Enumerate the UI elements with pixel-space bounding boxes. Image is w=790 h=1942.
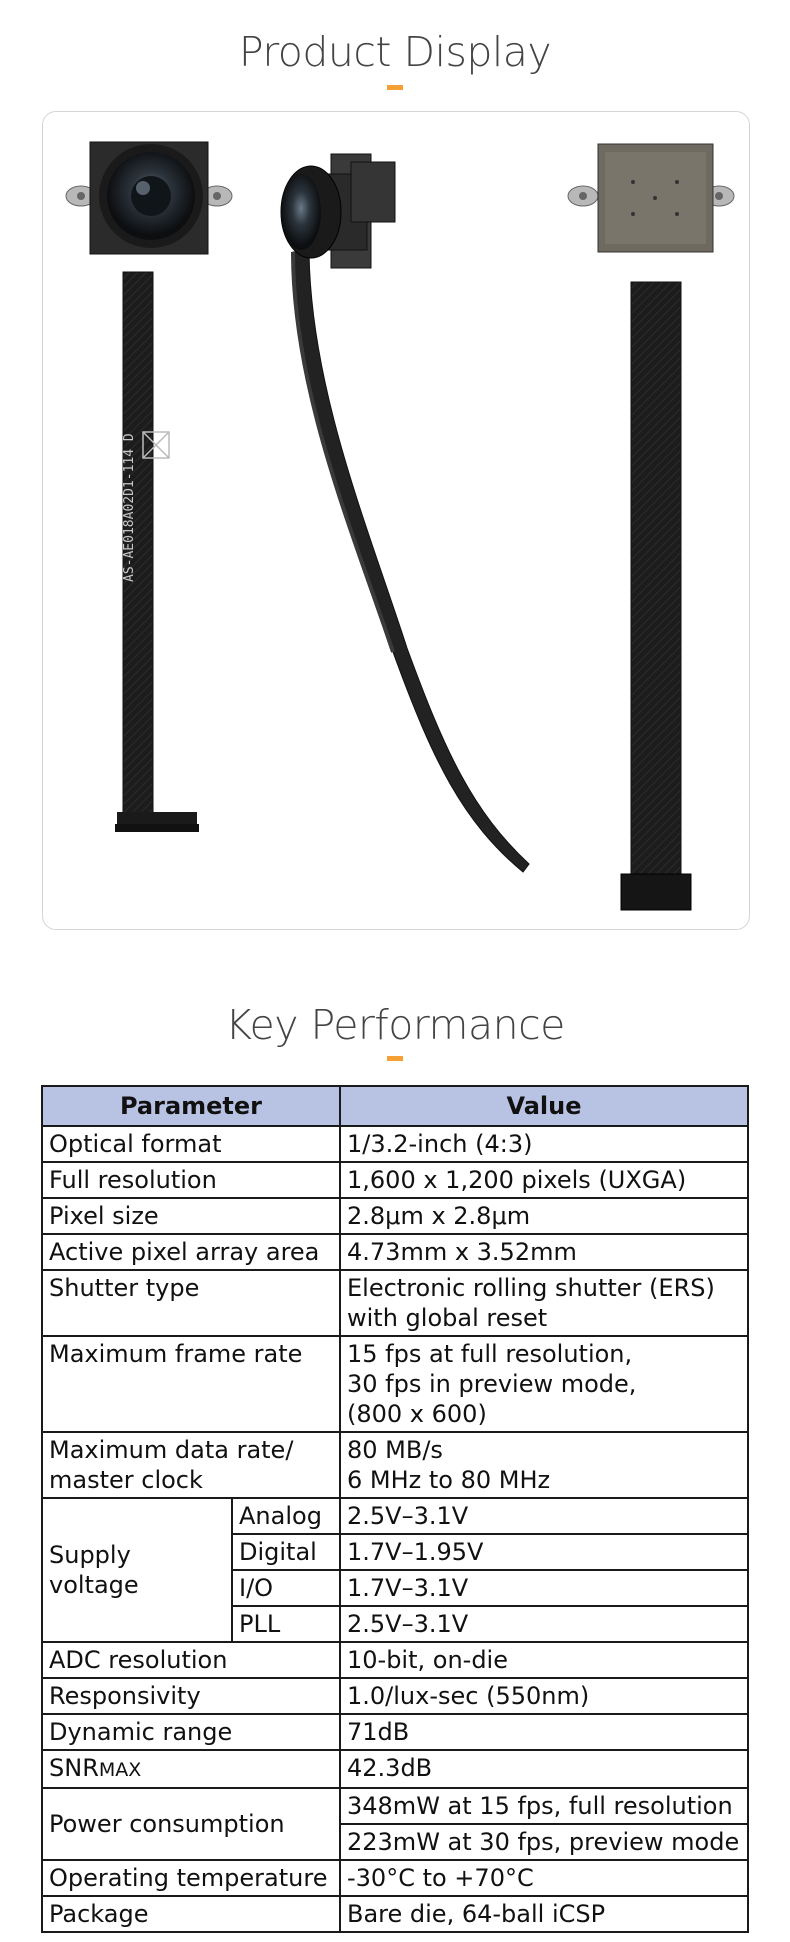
table-row <box>42 1678 748 1714</box>
snr-label: SNR <box>49 1754 99 1782</box>
value-cell: 1.7V–3.1V <box>340 1570 748 1606</box>
supply-sub-label: I/O <box>232 1570 340 1606</box>
power-param: Power consumption <box>42 1788 340 1860</box>
value-cell: 2.5V–3.1V <box>340 1498 748 1534</box>
param-cell: Full resolution <box>42 1162 340 1198</box>
value-line: 80 MB/s <box>347 1436 443 1464</box>
product-photo <box>43 112 749 929</box>
supply-sub-label: PLL <box>232 1606 340 1642</box>
param-cell: ADC resolution <box>42 1642 340 1678</box>
supply-voltage-row <box>42 1498 748 1534</box>
table-row <box>42 1198 748 1234</box>
value-cell: -30°C to +70°C <box>340 1860 748 1896</box>
camera-module-side <box>281 154 529 872</box>
title-accent-bar-2 <box>387 1056 403 1061</box>
param-line: Maximum data rate/ <box>49 1436 294 1464</box>
product-photo-panel <box>42 111 750 930</box>
value-cell: 223mW at 30 fps, preview mode <box>340 1824 748 1860</box>
supply-sub-label: Analog <box>232 1498 340 1534</box>
supply-voltage-param: Supply voltage <box>42 1498 232 1642</box>
param-cell: Package <box>42 1896 340 1932</box>
param-cell: Dynamic range <box>42 1714 340 1750</box>
value-line: (800 x 600) <box>347 1400 487 1428</box>
product-display-title: Product Display <box>238 28 552 76</box>
supply-sub-label: Digital <box>232 1534 340 1570</box>
value-cell: 1.0/lux-sec (550nm) <box>340 1678 748 1714</box>
table-row <box>42 1750 748 1788</box>
table-row <box>42 1714 748 1750</box>
pcb-label: AS-AE018A02D1-114 D <box>122 433 137 582</box>
value-cell: 1/3.2-inch (4:3) <box>340 1126 748 1162</box>
table-row <box>42 1860 748 1896</box>
value-line: 6 MHz to 80 MHz <box>347 1466 551 1494</box>
table-row <box>42 1336 748 1432</box>
param-cell: Operating temperature <box>42 1860 340 1896</box>
value-line: with global reset <box>347 1304 548 1332</box>
value-cell: 4.73mm x 3.52mm <box>340 1234 748 1270</box>
param-cell: Shutter type <box>42 1270 340 1336</box>
table-row <box>42 1234 748 1270</box>
table-row <box>42 1432 748 1498</box>
table-row <box>42 1126 748 1162</box>
value-cell <box>340 1336 748 1432</box>
value-cell <box>340 1270 748 1336</box>
value-line: 15 fps at full resolution, <box>347 1340 633 1368</box>
param-cell <box>42 1432 340 1498</box>
table-row <box>42 1270 748 1336</box>
table-row <box>42 1896 748 1932</box>
param-cell: Pixel size <box>42 1198 340 1234</box>
value-cell: 1.7V–1.95V <box>340 1534 748 1570</box>
param-cell: Responsivity <box>42 1678 340 1714</box>
param-cell <box>42 1750 340 1788</box>
header-value: Value <box>340 1086 748 1126</box>
power-row <box>42 1788 748 1824</box>
value-cell: 1,600 x 1,200 pixels (UXGA) <box>340 1162 748 1198</box>
param-cell: Active pixel array area <box>42 1234 340 1270</box>
value-cell: 348mW at 15 fps, full resolution <box>340 1788 748 1824</box>
key-performance-title: Key Performance <box>225 1001 565 1049</box>
specification-table <box>41 1085 749 1933</box>
value-cell: 2.8μm x 2.8μm <box>340 1198 748 1234</box>
table-row <box>42 1642 748 1678</box>
value-cell: 2.5V–3.1V <box>340 1606 748 1642</box>
header-parameter: Parameter <box>42 1086 340 1126</box>
value-cell: Bare die, 64-ball iCSP <box>340 1896 748 1932</box>
param-cell: Optical format <box>42 1126 340 1162</box>
camera-module-back <box>568 144 734 910</box>
value-cell: 71dB <box>340 1714 748 1750</box>
value-cell: 42.3dB <box>340 1750 748 1788</box>
value-line: 30 fps in preview mode, <box>347 1370 637 1398</box>
title-accent-bar <box>387 85 403 90</box>
value-cell: 10-bit, on-die <box>340 1642 748 1678</box>
table-row <box>42 1162 748 1198</box>
value-cell <box>340 1432 748 1498</box>
param-cell: Maximum frame rate <box>42 1336 340 1432</box>
camera-module-front <box>66 142 232 832</box>
param-line: master clock <box>49 1466 203 1494</box>
table-header-row <box>42 1086 748 1126</box>
value-line: Electronic rolling shutter (ERS) <box>347 1274 715 1302</box>
snr-subscript: MAX <box>98 1759 142 1781</box>
